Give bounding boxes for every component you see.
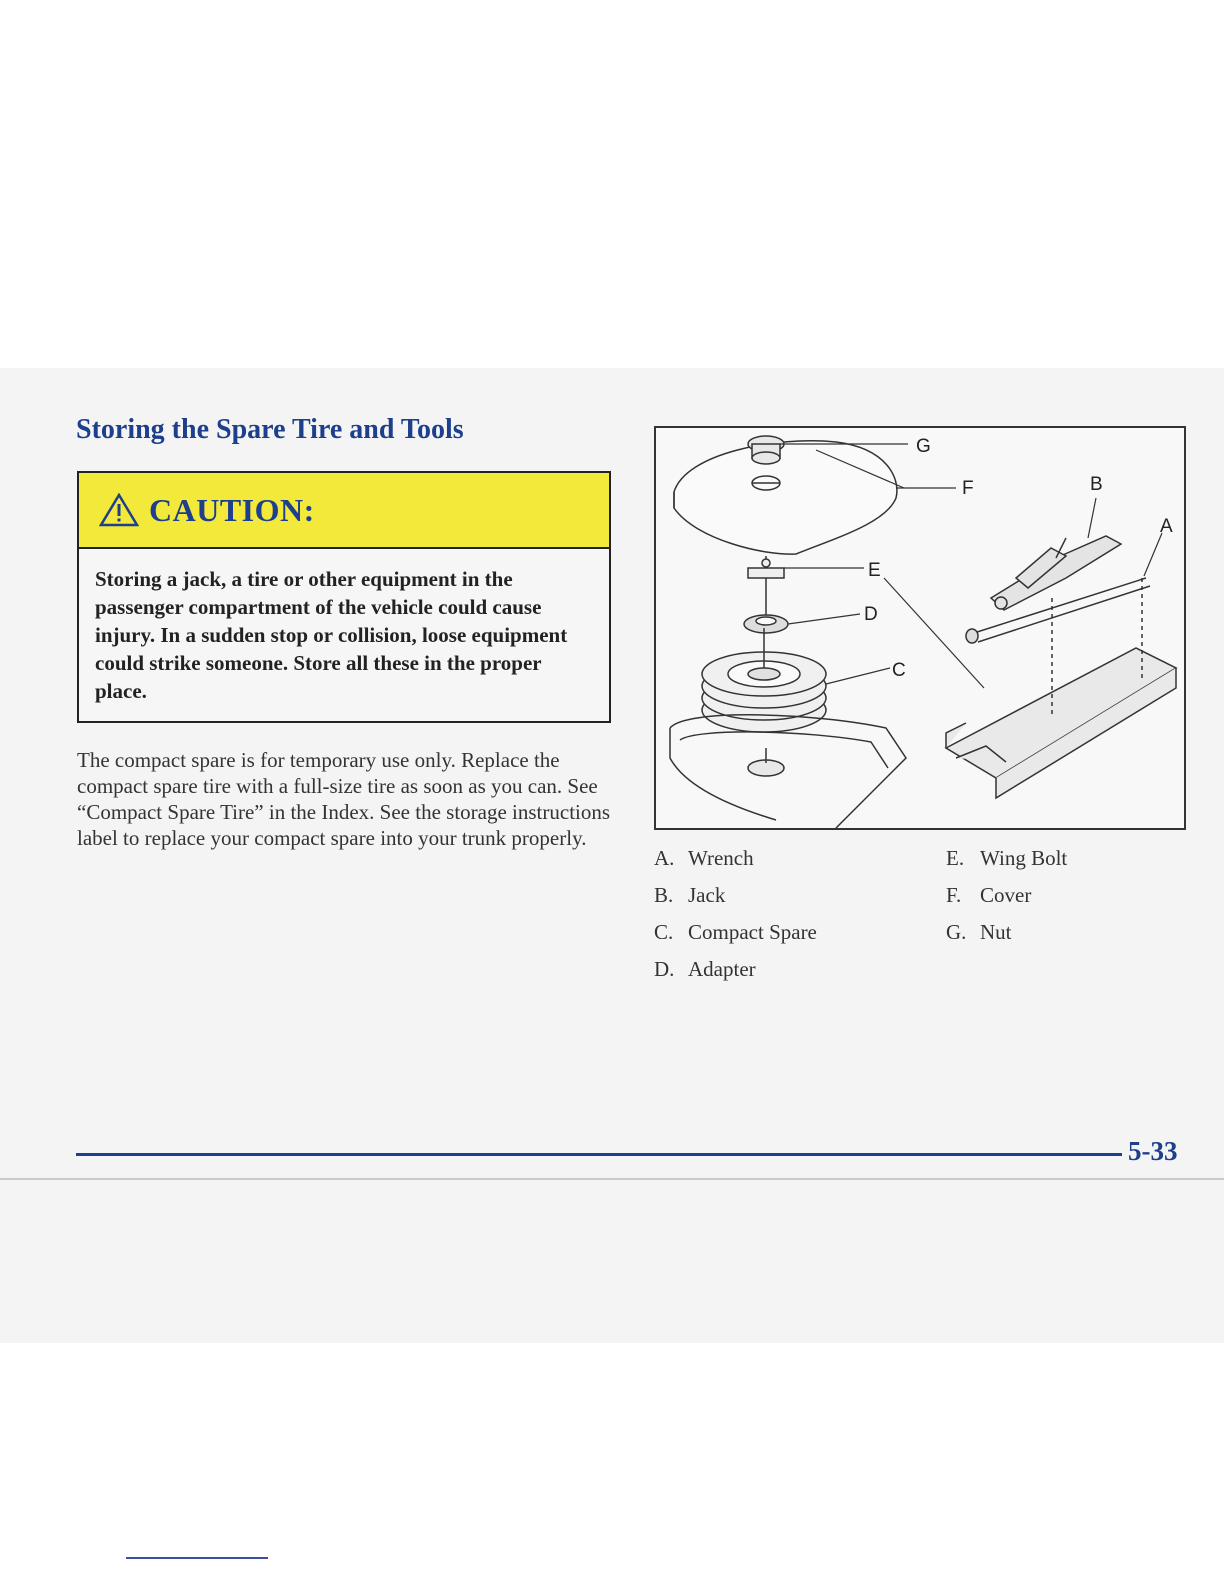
legend-item-g: G. Nut xyxy=(946,920,1012,944)
scan-divider xyxy=(0,1178,1224,1180)
caution-box xyxy=(77,471,611,723)
tool-tray-drawing xyxy=(946,648,1176,798)
legend-item-e: E. Wing Bolt xyxy=(946,846,1068,870)
bottom-rule xyxy=(126,1557,268,1559)
callout-e: E xyxy=(868,560,881,581)
legend-item-a: A. Wrench xyxy=(654,846,754,870)
legend-item-d: D. Adapter xyxy=(654,957,756,981)
trunk-well-drawing xyxy=(670,715,906,828)
legend-item-b: B. Jack xyxy=(654,883,726,907)
compact-spare-drawing xyxy=(702,628,826,732)
adapter-drawing xyxy=(744,615,788,633)
callout-g: G xyxy=(916,436,931,457)
caution-text: Storing a jack, a tire or other equipment in the passenger compartment of the vehicle could cause injury. In a sudden stop or collision, loose equipment could strike someone. Store all these in the proper place. xyxy=(95,567,568,703)
callout-f: F xyxy=(962,478,974,499)
legend-right-column xyxy=(946,842,1067,953)
caution-header xyxy=(79,473,609,549)
caution-label: CAUTION: xyxy=(149,491,315,528)
cover-drawing xyxy=(674,441,897,554)
spare-tire-storage-illustration xyxy=(654,426,1186,830)
wing-bolt-drawing xyxy=(748,556,784,618)
callout-a: A xyxy=(1160,516,1173,537)
callout-c: C xyxy=(892,660,906,681)
jack-drawing xyxy=(991,536,1121,610)
section-title: Storing the Spare Tire and Tools xyxy=(76,414,464,445)
body-paragraph: The compact spare is for temporary use only. Replace the compact spare tire with a full-size tire as soon as you can. See “Compact Spare Tire” in the Index. See the storage instructions label to replace your compact spare into your trunk properly. xyxy=(77,748,611,850)
page-number: 5-33 xyxy=(1128,1136,1178,1166)
footer-rule xyxy=(76,1153,1122,1156)
legend-item-f: F. Cover xyxy=(946,883,1032,907)
legend-left-column xyxy=(654,842,817,990)
warning-triangle-icon xyxy=(99,493,139,527)
callout-b: B xyxy=(1090,474,1103,495)
illustration-svg xyxy=(656,428,1184,828)
legend-item-c: C. Compact Spare xyxy=(654,920,817,944)
callout-d: D xyxy=(864,604,878,625)
